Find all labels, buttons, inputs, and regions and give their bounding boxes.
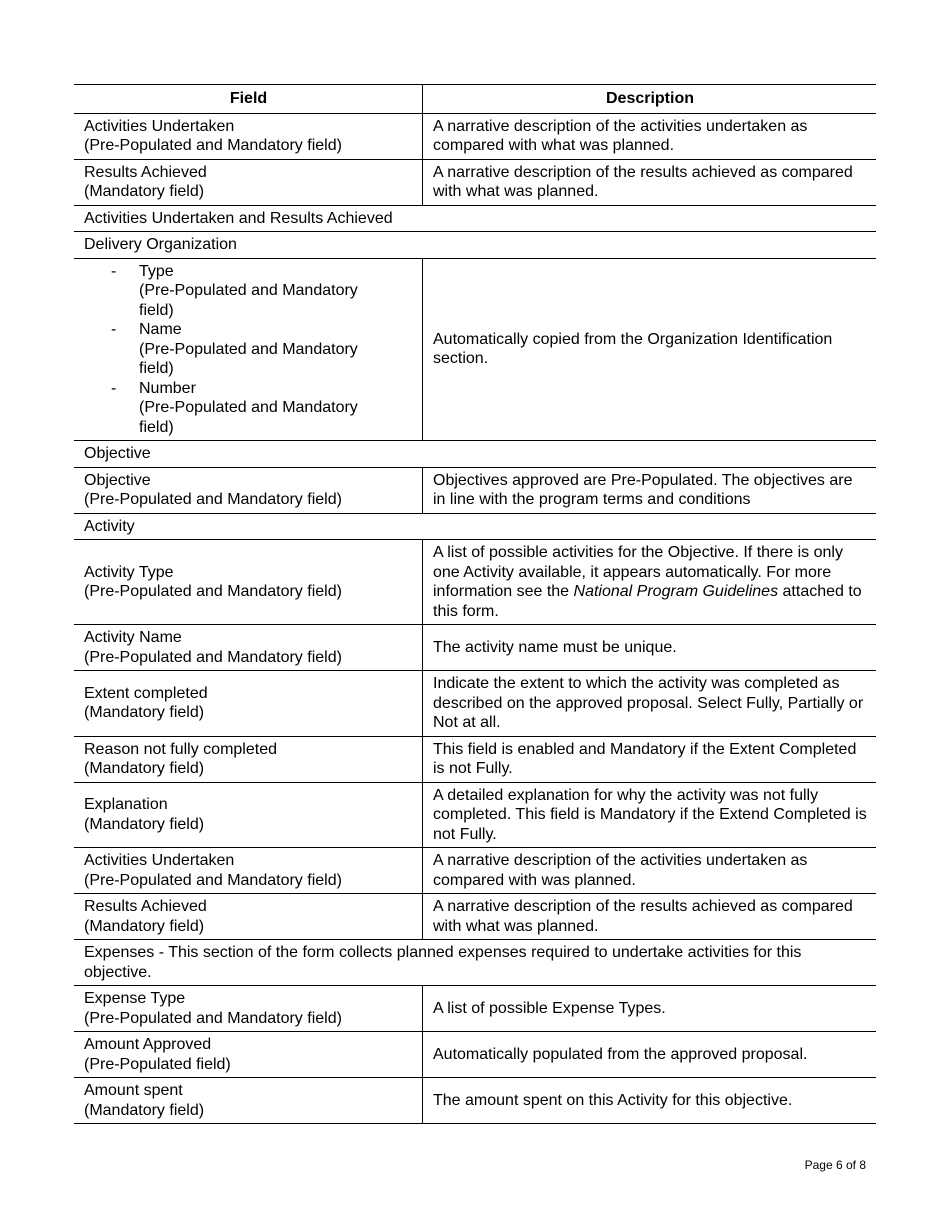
section-row (74, 513, 876, 540)
list-item-name: Number (139, 379, 196, 397)
field-name: Reason not fully completed (84, 740, 277, 758)
dash-bullet: - (111, 321, 117, 338)
field-name: Results Achieved (84, 898, 207, 915)
field-name: Activity Type (84, 563, 174, 581)
field-note: (Pre-Populated and Mandatory field) (84, 648, 342, 666)
description-cell: Automatically copied from the Organization Identification section. (423, 258, 877, 441)
field-name: Amount spent (84, 1082, 183, 1099)
description-cell: Automatically populated from the approved proposal. (423, 1032, 877, 1078)
description-cell: Objectives approved are Pre-Populated. The objectives are in line with the program terms and conditions (423, 467, 877, 513)
field-note: (Pre-Populated and Mandatory field) (84, 1009, 342, 1027)
section-heading-objective: Objective (74, 441, 876, 468)
description-cell: The amount spent on this Activity for this objective. (423, 1078, 877, 1124)
field-cell (74, 625, 423, 671)
field-name: Objective (84, 471, 151, 489)
list-item-note: (Pre-Populated and Mandatory (139, 399, 358, 416)
list-item (84, 379, 413, 438)
description-cell: A narrative description of the activities undertaken as compared with was planned. (423, 848, 877, 894)
field-cell (74, 894, 423, 940)
table-row (74, 986, 876, 1032)
field-note: (Pre-Populated field) (84, 1055, 231, 1073)
table-row (74, 258, 876, 441)
description-cell: A list of possible Expense Types. (423, 986, 877, 1032)
list-item-note: (Pre-Populated and Mandatory (139, 340, 358, 358)
header-field: Field (74, 85, 423, 114)
field-cell (74, 782, 423, 848)
description-cell: Indicate the extent to which the activity was completed as described on the approved proposal. Select Fully, Partially or Not at all. (423, 671, 877, 737)
field-cell (74, 848, 423, 894)
field-note: (Mandatory field) (84, 760, 205, 777)
table-row (74, 467, 876, 513)
description-cell: A narrative description of the activities undertaken as compared with what was planned. (423, 113, 877, 159)
table-row (74, 671, 876, 737)
dash-bullet: - (111, 262, 117, 280)
field-name: Explanation (84, 796, 168, 814)
table-row (74, 232, 876, 259)
field-cell (74, 113, 423, 159)
field-name: Expense Type (84, 990, 186, 1007)
description-cell: A narrative description of the results achieved as compared with what was planned. (423, 159, 877, 205)
table-row (74, 894, 876, 940)
description-text-end: attached to this form. (433, 583, 862, 620)
table-header-row (74, 85, 876, 114)
expenses-label: Expenses - (84, 944, 165, 961)
list-item (84, 262, 413, 321)
section-heading-activities: Activities Undertaken and Results Achieved (74, 205, 876, 232)
description-text: A list of possible activities for the Objective. If there is only one Activity available, it appears automatically. For more information see the (433, 544, 843, 600)
description-cell: A narrative description of the results achieved as compared with what was planned. (423, 894, 877, 940)
page-number: Page 6 of 8 (804, 1158, 866, 1172)
field-name: Extent completed (84, 684, 208, 702)
field-note: (Mandatory field) (84, 917, 205, 935)
section-heading-activity: Activity (74, 513, 876, 540)
field-note: (Pre-Populated and Mandatory field) (84, 491, 342, 508)
expenses-intro: This section of the form collects planned expenses required to undertake activities for this objective. (84, 944, 802, 981)
field-cell (74, 540, 423, 625)
field-description-table (74, 84, 876, 1124)
list-item-note-cont: field) (139, 418, 174, 436)
table-row (74, 1078, 876, 1124)
field-cell (74, 467, 423, 513)
list-item-note: (Pre-Populated and Mandatory (139, 282, 358, 299)
section-row (74, 205, 876, 232)
field-cell (74, 159, 423, 205)
table-row (74, 113, 876, 159)
table-row (74, 782, 876, 848)
description-cell: A detailed explanation for why the activity was not fully completed. This field is Mandatory if the Extend Completed is not Fully. (423, 782, 877, 848)
delivery-organization-heading: Delivery Organization (74, 232, 876, 259)
table-row (74, 625, 876, 671)
table-row (74, 848, 876, 894)
field-name: Amount Approved (84, 1036, 212, 1053)
table-row (74, 159, 876, 205)
table-row (74, 736, 876, 782)
field-cell (74, 1032, 423, 1078)
field-note: (Pre-Populated and Mandatory field) (84, 583, 342, 600)
field-name: Activities Undertaken (84, 852, 235, 869)
dash-bullet: - (111, 379, 117, 397)
field-note: (Mandatory field) (84, 1101, 205, 1119)
section-row (74, 441, 876, 468)
field-cell (74, 671, 423, 737)
description-cell: This field is enabled and Mandatory if the Extent Completed is not Fully. (423, 736, 877, 782)
section-row (74, 940, 876, 986)
list-item-name: Name (139, 321, 182, 338)
delivery-org-list (84, 262, 413, 438)
list-item-name: Type (139, 262, 174, 280)
field-note: (Mandatory field) (84, 815, 205, 833)
list-item (84, 320, 413, 379)
field-name: Activities Undertaken (84, 117, 235, 135)
field-cell (74, 1078, 423, 1124)
section-heading-expenses (74, 940, 876, 986)
field-note: (Pre-Populated and Mandatory field) (84, 137, 342, 154)
list-item-note-cont: field) (139, 301, 174, 319)
header-description: Description (423, 85, 877, 114)
field-note: (Mandatory field) (84, 183, 205, 200)
list-item-note-cont: field) (139, 360, 174, 377)
table-row (74, 1032, 876, 1078)
field-note: (Pre-Populated and Mandatory field) (84, 871, 342, 889)
table-row (74, 540, 876, 625)
field-cell (74, 736, 423, 782)
field-cell (74, 258, 423, 441)
guidelines-title: National Program Guidelines (573, 583, 779, 600)
description-cell (423, 540, 877, 625)
description-cell: The activity name must be unique. (423, 625, 877, 671)
field-name: Results Achieved (84, 163, 207, 181)
field-note: (Mandatory field) (84, 704, 205, 722)
field-name: Activity Name (84, 629, 182, 646)
field-cell (74, 986, 423, 1032)
